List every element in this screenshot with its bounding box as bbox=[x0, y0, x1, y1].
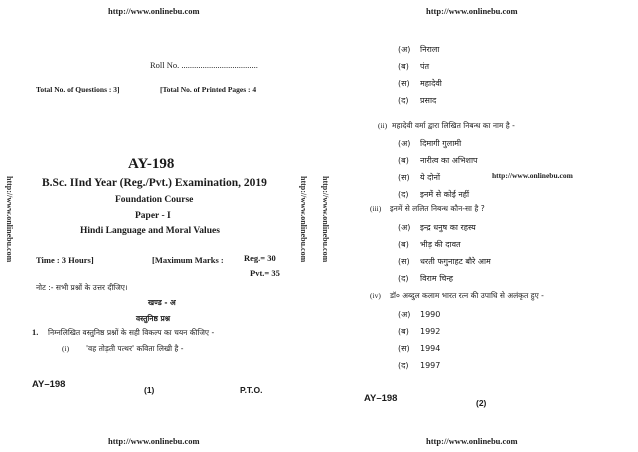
footer-page-number: (1) bbox=[144, 385, 155, 395]
sub-question-number: (ii) bbox=[378, 121, 388, 130]
paper-number: Paper - I bbox=[135, 211, 171, 221]
side-url-middle-right[interactable]: http://www.onlinebu.com bbox=[321, 176, 330, 263]
header-url[interactable]: http://www.onlinebu.com bbox=[108, 6, 200, 16]
time-allowed: Time : 3 Hours] bbox=[36, 255, 94, 265]
section-heading: खण्ड - अ bbox=[148, 298, 176, 307]
marks-private: Pvt.= 35 bbox=[250, 268, 280, 278]
marks-regular: Reg.= 30 bbox=[244, 253, 276, 263]
option-c: (स) 1994 bbox=[398, 344, 441, 353]
sub-question-text: 'वह तोड़ती पत्थर' कविता लिखी है - bbox=[86, 344, 184, 353]
footer-paper-code: AY–198 bbox=[364, 393, 398, 404]
option-a: (अ) दिमागी गुलामी bbox=[398, 139, 462, 148]
question-text: निम्नलिखित वस्तुनिष्ठ प्रश्नों के सही विकल्प का चयन कीजिए - bbox=[48, 328, 215, 337]
section-type: वस्तुनिष्ठ प्रश्न bbox=[136, 314, 171, 323]
subject-title: Hindi Language and Moral Values bbox=[80, 226, 220, 236]
page-two bbox=[320, 0, 638, 452]
footer-url[interactable]: http://www.onlinebu.com bbox=[426, 436, 518, 446]
option-d: (द) इनमें से कोई नहीं bbox=[398, 190, 470, 199]
option-a: (अ) निराला bbox=[398, 45, 440, 54]
total-questions: Total No. of Questions : 3] bbox=[36, 85, 120, 94]
option-d: (द) विराम चिन्ह bbox=[398, 274, 453, 283]
inline-url[interactable]: http://www.onlinebu.com bbox=[492, 171, 573, 180]
option-c: (स) महादेवी bbox=[398, 79, 442, 88]
exam-title: B.Sc. IInd Year (Reg./Pvt.) Examination, 2019 bbox=[42, 177, 267, 189]
option-a: (अ) इन्द्र धनुष का रहस्य bbox=[398, 223, 476, 232]
paper-code: AY-198 bbox=[128, 156, 175, 172]
option-b: (ब) पंत bbox=[398, 62, 430, 71]
roll-no-field: Roll No. .................................... bbox=[150, 60, 258, 70]
instruction-note: नोट :- सभी प्रश्नों के उत्तर दीजिए। bbox=[36, 283, 128, 292]
option-a: (अ) 1990 bbox=[398, 310, 441, 319]
header-url[interactable]: http://www.onlinebu.com bbox=[426, 6, 518, 16]
max-marks-label: [Maximum Marks : bbox=[152, 255, 224, 265]
footer-pto: P.T.O. bbox=[240, 385, 263, 395]
footer-url[interactable]: http://www.onlinebu.com bbox=[108, 436, 200, 446]
course-title: Foundation Course bbox=[115, 195, 194, 205]
sub-question-text: डॉ० अब्दुल कलाम भारत रत्न की उपाधि से अलंकृत हुए - bbox=[390, 291, 544, 300]
footer-paper-code: AY–198 bbox=[32, 379, 66, 390]
option-b: (ब) 1992 bbox=[398, 327, 441, 336]
total-pages: [Total No. of Printed Pages : 4 bbox=[160, 85, 257, 94]
option-b: (ब) भीड़ की दावत bbox=[398, 240, 461, 249]
sub-question-text: महादेवी वर्मा द्वारा लिखित निबन्ध का नाम है - bbox=[392, 121, 515, 130]
footer-page-number: (2) bbox=[476, 398, 487, 408]
option-c: (स) धरती फगुनाहट बौरे आम bbox=[398, 257, 491, 266]
option-d: (द) 1997 bbox=[398, 361, 441, 370]
option-b: (ब) नारीत्व का अभिशाप bbox=[398, 156, 478, 165]
side-url-left[interactable]: http://www.onlinebu.com bbox=[5, 176, 14, 263]
sub-question-number: (iii) bbox=[370, 204, 382, 213]
sub-question-number: (iv) bbox=[370, 291, 381, 300]
option-d: (द) प्रसाद bbox=[398, 96, 437, 105]
option-c: (स) ये दोनों bbox=[398, 173, 441, 182]
side-url-middle-left[interactable]: http://www.onlinebu.com bbox=[299, 176, 308, 263]
question-number: 1. bbox=[32, 327, 39, 337]
sub-question-number: (i) bbox=[62, 344, 70, 353]
sub-question-text: इनमें से ललित निबन्ध कौन-सा है ? bbox=[390, 204, 485, 213]
